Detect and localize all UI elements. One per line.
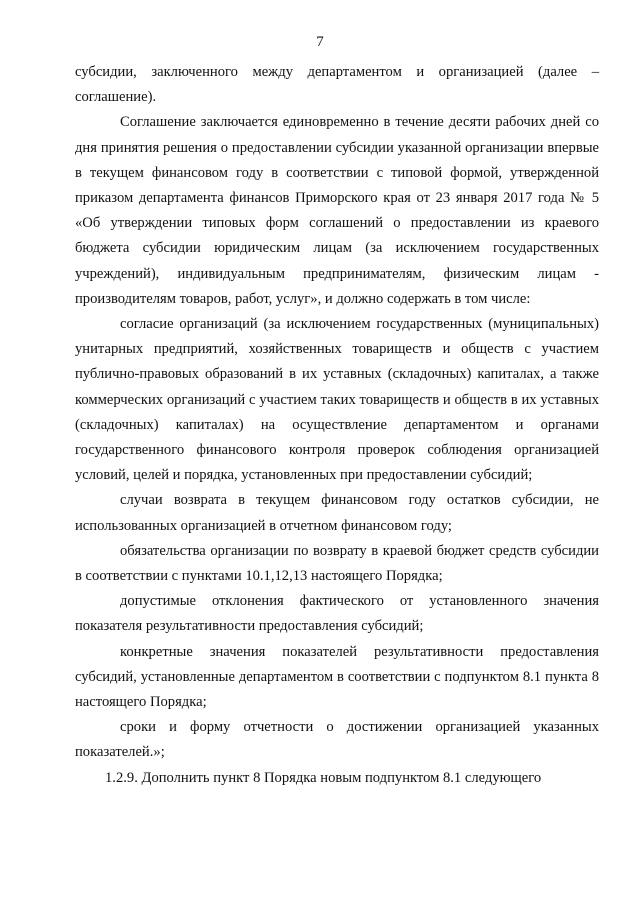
paragraph-continuation: субсидии, заключенного между департаментом и организацией (далее – соглашение). (75, 64, 599, 106)
paragraph-obligations: обязательства организации по возврату в краевой бюджет средств субсидии в соответствии с пунктами 10.1,12,13 настоящего Порядка; (75, 542, 599, 585)
paragraph-agreement: Соглашение заключается единовременно в течение десяти рабочих дней со дня принятия решения о предоставлении субсидии указанной организации впервые в текущем финансовом году в соответствии с типовой формой, утвержденной приказом департамента финансов Приморского края от 23 января 2017 года № 5 «Об утверждении типовых форм соглашений о предоставлении из краевого бюджета субсидии юридическим лицам (за исключением государственных учреждений), индивидуальным предпринимателям, физическим лицам - производителям товаров, работ, услуг», и должно содержать в том числе: (75, 114, 599, 307)
paragraph-deviations: допустимые отклонения фактического от установленного значения показателя результативности предоставления субсидий; (75, 593, 599, 635)
paragraph-indicator-values: конкретные значения показателей результативности предоставления субсидий, установленные департаментом в соответствии с подпунктом 8.1 пункта 8 настоящего Порядка; (75, 643, 599, 711)
paragraph-consent: согласие организаций (за исключением государственных (муниципальных) унитарных предприятий, хозяйственных товариществ и обществ с участием публично-правовых образований в их уставных (складочных) капиталах, а также коммерческих организаций с участием таких товариществ и обществ в их уставных (складочных) капиталах) на осуществление департаментом и органами государственного финансового контроля проверок соблюдения организацией условий, целей и порядка, установленных при предоставлении субсидий; (75, 316, 599, 484)
document-body (75, 60, 599, 791)
paragraph-return-cases: случаи возврата в текущем финансовом году остатков субсидии, не использованных организацией в отчетном финансовом году; (75, 492, 599, 534)
paragraph-amendment: 1.2.9. Дополнить пункт 8 Порядка новым подпунктом 8.1 следующего (105, 769, 542, 786)
paragraph-reporting: сроки и форму отчетности о достижении организацией указанных показателей.»; (75, 719, 599, 761)
page-number: 7 (316, 34, 324, 50)
